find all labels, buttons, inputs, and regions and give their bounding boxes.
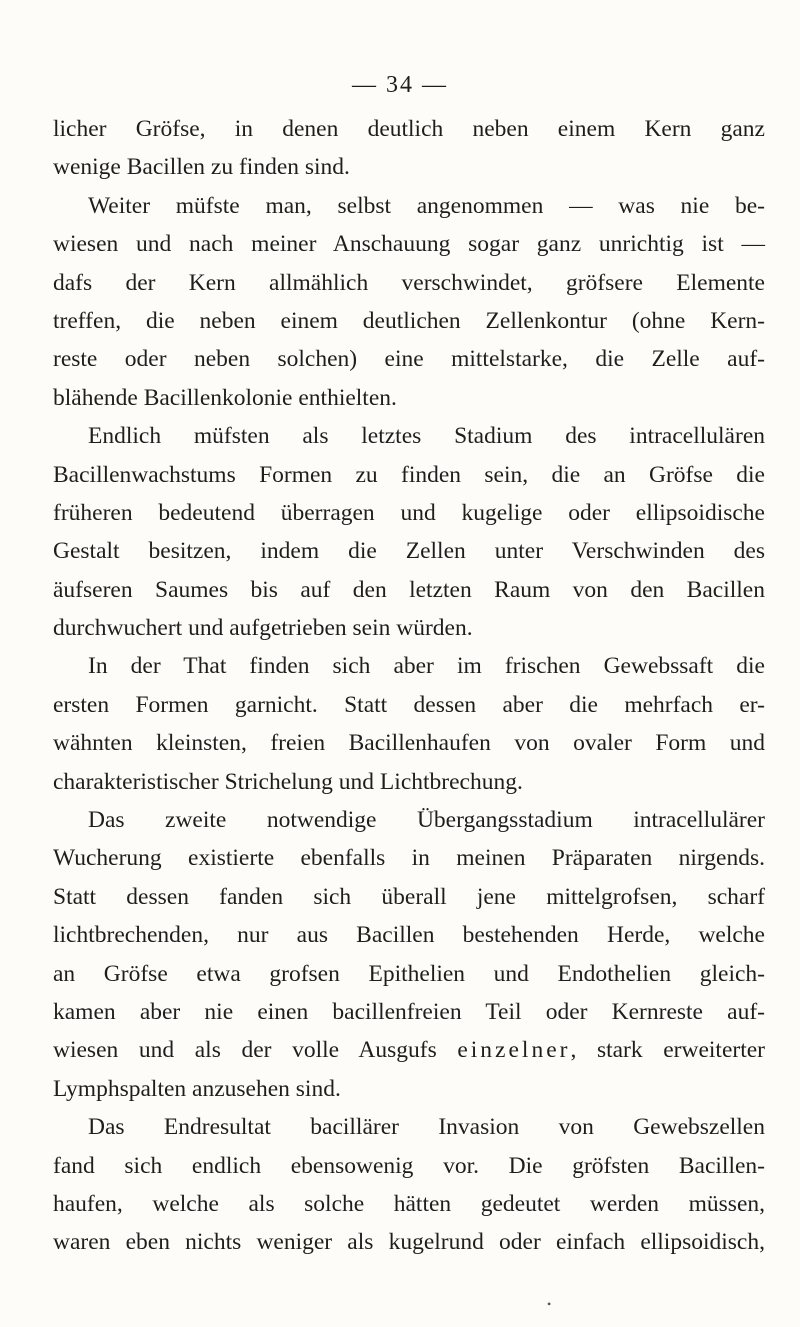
text-line: treffen, die neben einem deutlichen Zellenkontur (ohne Kern- [53,307,765,334]
text-line: Bacillenwachstums Formen zu finden sein, die an Gröfse die [53,461,765,488]
text-line: lichtbrechenden, nur aus Bacillen bestehenden Herde, welche [53,922,765,949]
text-line: Statt dessen fanden sich überall jene mittelgrofsen, scharf [53,883,765,910]
text-line: durchwuchert und aufgetrieben sein würden. [53,615,473,642]
text-line: reste oder neben solchen) eine mittelstarke, die Zelle auf- [53,346,765,373]
emphasized-word: einzelner [457,1037,571,1064]
text-line: Das Endresultat bacillärer Invasion von Gewebszellen [88,1114,765,1141]
text-line: charakteristischer Strichelung und Lichtbrechung. [53,768,523,795]
text-line [53,1031,765,1069]
text-line: Das zweite notwendige Übergangsstadium intracellulärer [88,807,765,834]
text-fragment: wiesen und als der volle Ausgufs [53,1037,458,1064]
text-line: In der That finden sich aber im frischen Gewebssaft die [88,653,765,680]
text-line: Endlich müfsten als letztes Stadium des intracellulären [88,423,765,450]
page-number: — 34 — [352,72,448,98]
text-line: kamen aber nie einen bacillenfreien Teil oder Kernreste auf- [53,998,765,1025]
text-line: dafs der Kern allmählich verschwindet, gröfsere Elemente [53,269,765,296]
footer-mark: • [547,1297,552,1311]
text-line: Lymphspalten anzusehen sind. [53,1075,341,1102]
text-line: früheren bedeutend überragen und kugelige oder ellipsoidische [53,499,765,526]
text-line: äufseren Saumes bis auf den letzten Raum von den Bacillen [53,576,765,603]
text-line: wenige Bacillen zu finden sind. [53,154,350,181]
text-line: blähende Bacillenkolonie enthielten. [53,384,397,411]
text-line: Weiter müfste man, selbst angenommen — was nie be- [88,192,765,219]
text-line: Wucherung existierte ebenfalls in meinen Präparaten nirgends. [53,845,765,872]
text-line: Gestalt besitzen, indem die Zellen unter Verschwinden des [53,538,765,565]
text-line: wähnten kleinsten, freien Bacillenhaufen von ovaler Form und [53,730,765,757]
text-line: fand sich endlich ebensowenig vor. Die gröfsten Bacillen- [53,1152,765,1179]
text-line: wiesen und nach meiner Anschauung sogar ganz unrichtig ist — [53,231,765,258]
text-line: haufen, welche als solche hätten gedeutet werden müssen, [53,1190,765,1217]
text-line: licher Gröfse, in denen deutlich neben einem Kern ganz [53,116,765,142]
text-line: ersten Formen garnicht. Statt dessen aber die mehrfach er- [53,691,765,718]
text-line: an Gröfse etwa grofsen Epithelien und Endothelien gleich- [53,960,765,987]
text-line: waren eben nichts weniger als kugelrund oder einfach ellipsoidisch, [53,1229,765,1256]
text-fragment: , stark erweiterter [570,1037,765,1064]
body-text [53,110,765,1262]
